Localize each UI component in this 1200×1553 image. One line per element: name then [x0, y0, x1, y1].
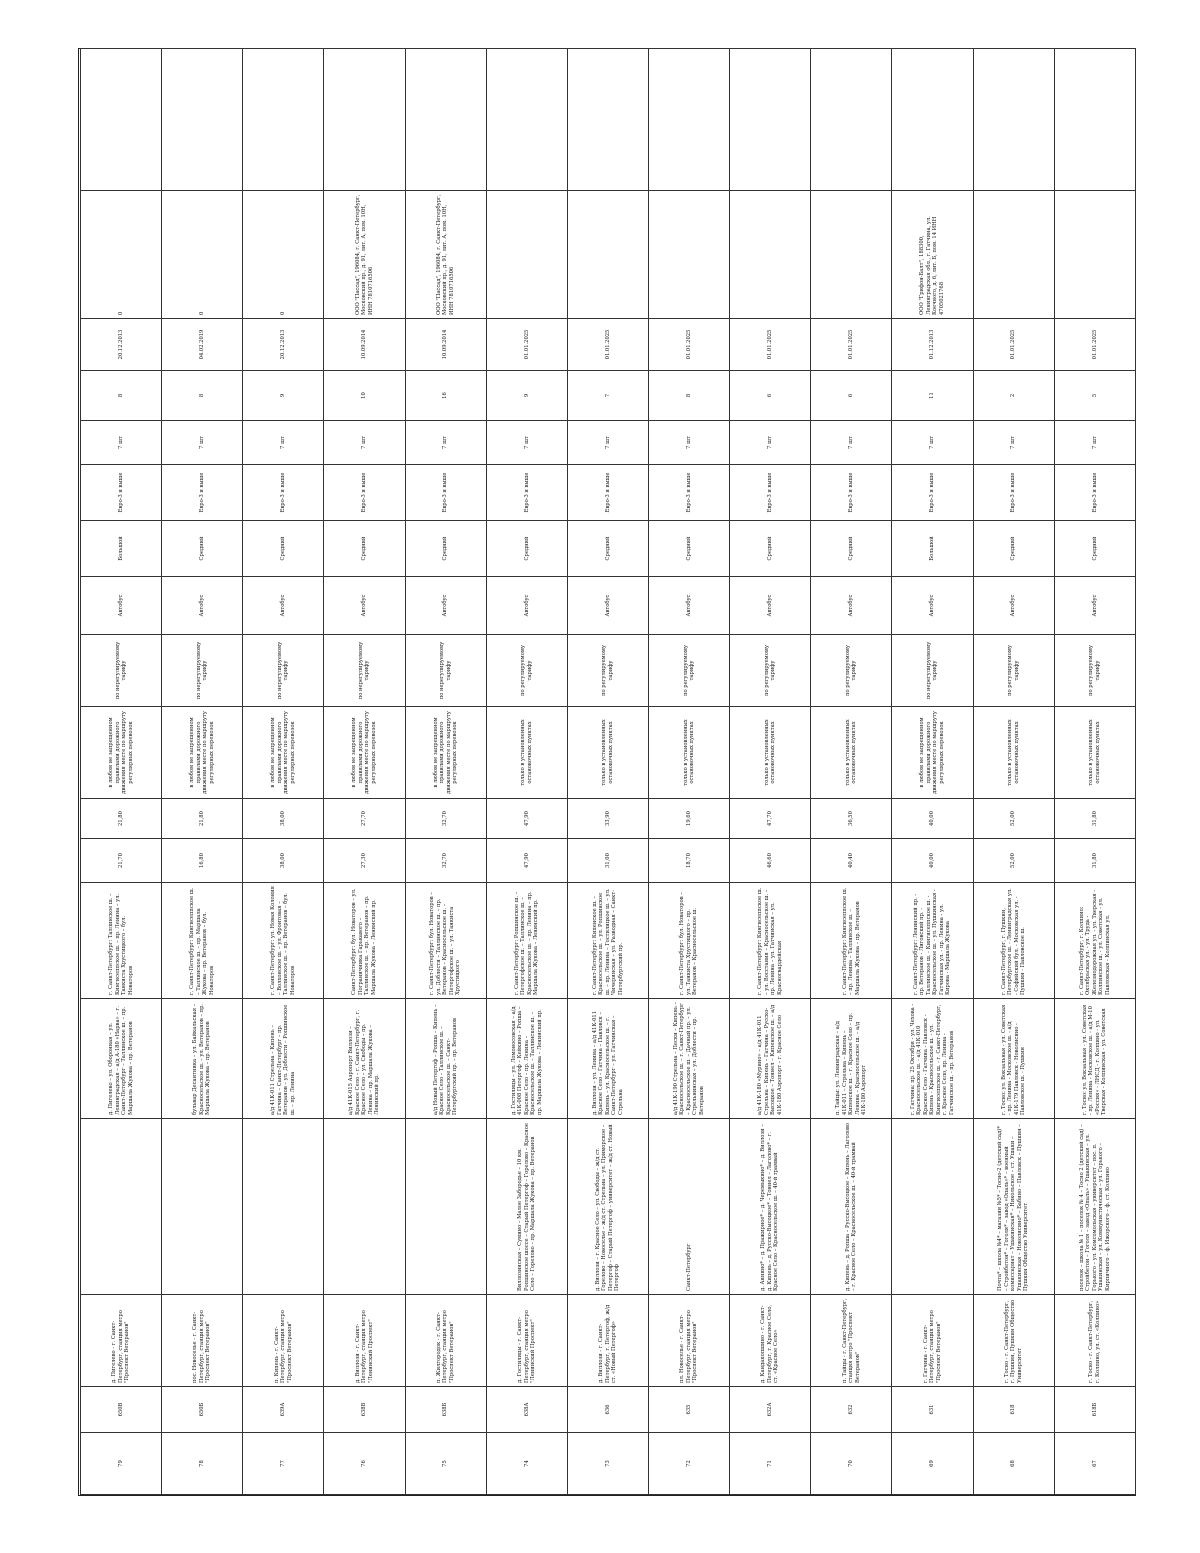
cell-n: 71: [730, 1433, 811, 1495]
cell-vtype: Автобус: [1054, 577, 1135, 635]
cell-ends: г. Тосно - г. Санкт-Петербург, г. Пушкин, Пушкин Общество Университет: [973, 1295, 1054, 1387]
cell-vtype: Автобус: [243, 577, 324, 635]
cell-n: 76: [324, 1433, 405, 1495]
cell-route: 632А: [730, 1387, 811, 1433]
cell-streets2: г. Санкт-Петербург: Кингисеппское ш. – Таллинское ш. – пр. Маршала Жукова – пр. Ветеранов – бул. Новаторов: [162, 883, 243, 999]
cell-streets1: г. Тосно: ул. Вокзальная - ул. Советская - пр. Ленина - Московское ш. - а/д М-10 «Россия» - ЛНСД - г. Колпино - ул. Тверская - Колпинская - ул. Советская: [1054, 999, 1135, 1119]
cell-eco: Евро-3 и выше: [567, 465, 648, 521]
cell-date: 01.01.2025: [486, 319, 567, 371]
cell-fare: по регулируемому тарифу: [567, 635, 648, 707]
cell-streets1: а/д Новый Петергоф – Ропша – Кипень – Красное Село – Таллинское ш. – Красносельское ш. – Санкт-Петербургский пр. – пр. Ветеранов: [405, 999, 486, 1119]
cell-vtype: Автобус: [811, 577, 892, 635]
cell-fare: по регулируемому тарифу: [811, 635, 892, 707]
cell-eco: Евро-3 и выше: [811, 465, 892, 521]
cell-vclass: Средний: [1054, 521, 1135, 577]
cell-eco: Евро-3 и выше: [81, 465, 162, 521]
cell-date: 20.12.2013: [243, 319, 324, 371]
cell-streets1: д. Виллози – ул. Ленина – а/д 41К-011 Красное Село – Гатчина – Павловск – Кипень – ул. Красносельское ш. – г. Санкт-Петербург – ул. Гатчинская – Стрельна: [567, 999, 648, 1119]
cell-len1: 27,30: [324, 839, 405, 883]
cell-ends: п. Кипень - г. Санкт-Петербург, станция метро "Проспект Ветеранов": [243, 1295, 324, 1387]
cell-date: 10.09.2014: [405, 319, 486, 371]
cell-route: 618: [973, 1387, 1054, 1433]
cell-len1: 18,70: [648, 839, 729, 883]
cell-streets2: г. Санкт-Петербург: ул. Новая Колония – Волхонское ш. – ул. Фронтовая – Таллинское ш. – пр. Ветеранов – бул. Новаторов: [243, 883, 324, 999]
cell-qty: 7 шт: [973, 421, 1054, 465]
route-registry-table: [80, 48, 1136, 1495]
cell-stops: д. Кипень – д. Ропша – Русско-Высоцкое – Кипень – Лаголово – г. Красное Село – Красносельское ш. – 40-й трамвай: [811, 1119, 892, 1295]
cell-stopping: только в установленных остановочных пунктах: [1054, 707, 1135, 799]
cell-date: 10.09.2014: [324, 319, 405, 371]
cell-len2: 19,60: [648, 799, 729, 839]
cell-streets2: г. Санкт-Петербург: Кипенское ш. – Красносельское ш. – ул. Ропшинское ш. – пр. Ленина – Гостилицкое ш. – ул. Чичеринская – ул. Разводная – Санкт-Петербургский пр.: [567, 883, 648, 999]
cell-stopping: в любом не запрещенном правилами дорожного движения месте по маршруту регулярных перевозок: [405, 707, 486, 799]
cell-notes: [1054, 49, 1135, 191]
cell-qty: 7 шт: [567, 421, 648, 465]
table-row: [324, 49, 405, 1495]
cell-date: 01.12.2013: [892, 319, 973, 371]
cell-vclass: Большой: [892, 521, 973, 577]
cell-stops: [405, 1119, 486, 1295]
cell-vclass: Большой: [81, 521, 162, 577]
cell-stops: [162, 1119, 243, 1295]
cell-len1: 40,00: [892, 839, 973, 883]
cell-notes: [973, 49, 1054, 191]
cell-fare: по нерегулируемому тарифу: [81, 635, 162, 707]
cell-n: 74: [486, 1433, 567, 1495]
cell-notes: [567, 49, 648, 191]
cell-stopping: только в установленных остановочных пунктах: [648, 707, 729, 799]
cell-len1: 40,40: [811, 839, 892, 883]
cell-eco: Евро-3 и выше: [324, 465, 405, 521]
cell-eco: Евро-3 и выше: [1054, 465, 1135, 521]
cell-stopping: в любом не запрещенном правилами дорожного движения месте по маршруту регулярных перевозок: [324, 707, 405, 799]
cell-vclass: Средний: [811, 521, 892, 577]
cell-stops: поселок – школа № 1 – поселок № 4 – Тосно 2 (детский сад) – Стройбетон – Гоголя – завод «Опаль» – Ушакинская – ул. Горького – ул. Комсомольская – университет – пос. п. Ушакинская – ул. Коммунистическая – ул. Горького – Кирпичного – ф. Ижорского – ф. ст. Колпино: [1054, 1119, 1135, 1295]
table-body: [81, 49, 1136, 1495]
cell-period: 8: [81, 371, 162, 421]
cell-date: 01.01.2025: [567, 319, 648, 371]
cell-streets2: г. Санкт-Петербург: Ропшинское ш. – Петергофское ш. – Таллинское ш. – Красносельское ш. – пр. Ленина – пр. Маршала Жукова – Ленинский пр.: [486, 883, 567, 999]
cell-streets1: д. Гостилицы – ул. Ломоносовская – а/д 41К-008 Петергоф – Кейкино – Ропша – Красное Село – пр. Ленина – Красносельское ш. – Таллинское ш. – пр. Маршала Жукова – Ленинский пр.: [486, 999, 567, 1119]
cell-qty: 7 шт: [243, 421, 324, 465]
cell-route: 638В: [324, 1387, 405, 1433]
cell-n: 79: [81, 1433, 162, 1495]
cell-notes: [243, 49, 324, 191]
cell-carrier: ООО "Пассад", 196084, г. Санкт-Петербург, Московский пр., д. 91, лит. А, пом. 10Н, ИНН 7810716506: [405, 191, 486, 319]
cell-notes: [486, 49, 567, 191]
cell-n: 70: [811, 1433, 892, 1495]
table-row: [811, 49, 892, 1495]
cell-vclass: Средний: [162, 521, 243, 577]
cell-date: 01.01.2025: [973, 319, 1054, 371]
cell-len1: 31,00: [567, 839, 648, 883]
cell-streets1: д. Пигелево – ул. Оборонная – ул. Ленинградская – а/д А-180 «Нарва» – г. Санкт-Петербург – Таллинское ш. – пр. Маршала Жукова – пр. Ветеранов: [81, 999, 162, 1119]
cell-carrier: [567, 191, 648, 319]
cell-qty: 7 шт: [648, 421, 729, 465]
cell-len1: 47,90: [486, 839, 567, 883]
cell-fare: по нерегулируемому тарифу: [892, 635, 973, 707]
cell-period: 6: [811, 371, 892, 421]
cell-len2: 52,00: [973, 799, 1054, 839]
cell-period: 6: [730, 371, 811, 421]
cell-ends: д. Виллози - г. Санкт-Петербург, станция метро "Ленинский Проспект": [324, 1295, 405, 1387]
table-row: [1054, 49, 1135, 1495]
cell-notes: [648, 49, 729, 191]
cell-streets2: г. Санкт-Петербург: Кингисеппское ш. – ул. Восстания – Красносельское ш. – пр. Ленина – ул. Гатчинская – ул. Красногвардейская: [730, 883, 811, 999]
cell-vtype: Автобус: [567, 577, 648, 635]
cell-period: 8: [162, 371, 243, 421]
cell-carrier: 0: [162, 191, 243, 319]
cell-streets1: а/д 41К-015 Аэропорт Виллози – Красное Село – г. Санкт-Петербург, г. Красное Село – ул. Свободы – пр. Ленина – пр. Маршала Жукова – Ленинский пр.: [324, 999, 405, 1119]
cell-streets2: г. Санкт-Петербург: Ленинский пр. - пр. Ветеранов - Лиговский пр. - Таллинское ш. - Кингисеппское ш. - Красносельское ш. - ул. Пушкинская - Гатчинская ул. - пр. Ленина - ул. Кирова - Маршала Жукова: [892, 883, 973, 999]
cell-ends: пос. Новоселье - г. Санкт-Петербург, станция метро "Проспект Ветеранов": [162, 1295, 243, 1387]
cell-vtype: Автобус: [730, 577, 811, 635]
cell-eco: Евро-3 и выше: [973, 465, 1054, 521]
cell-stopping: в любом не запрещенном правилами дорожного движения месте по маршруту регулярных перевозок: [243, 707, 324, 799]
cell-ends: д. Виллози - г. Санкт-Петербург, г. Петергоф, ж/д ст. «Новый Петергоф»: [567, 1295, 648, 1387]
cell-stopping: только в установленных остановочных пунктах: [973, 707, 1054, 799]
cell-qty: 7 шт: [486, 421, 567, 465]
cell-len2: 21,80: [81, 799, 162, 839]
cell-stopping: только в установленных остановочных пунктах: [486, 707, 567, 799]
cell-len1: 46,60: [730, 839, 811, 883]
cell-carrier: [973, 191, 1054, 319]
cell-vtype: Автобус: [324, 577, 405, 635]
cell-period: 16: [405, 371, 486, 421]
cell-vtype: Автобус: [81, 577, 162, 635]
cell-vtype: Автобус: [973, 577, 1054, 635]
cell-len2: 33,90: [567, 799, 648, 839]
cell-stops: Почта* – школа №4* – магазин №5* – Тосно-2 (детский сад)* – Стройбетон* – Гоголя* – завод «Опаль»* – военный комиссариат – Ушакинская* – Никольское – ст. Ушаки – Ушакинская – Новолисино* – Бабино – Павловск – Пушкин – Пушкин Общество Университет: [973, 1119, 1054, 1295]
cell-ends: пл. Новоселье - г. Санкт-Петербург, станция метро "Проспект Ветеранов": [648, 1295, 729, 1387]
cell-n: 68: [973, 1433, 1054, 1495]
cell-route: 638Б: [405, 1387, 486, 1433]
cell-stopping: только в установленных остановочных пунктах: [811, 707, 892, 799]
cell-len1: 32,70: [405, 839, 486, 883]
cell-date: 20.12.2013: [81, 319, 162, 371]
cell-carrier: [730, 191, 811, 319]
table-row: [567, 49, 648, 1495]
cell-len1: 52,00: [973, 839, 1054, 883]
cell-date: 01.01.2025: [1054, 319, 1135, 371]
table-row: [730, 49, 811, 1495]
cell-len1: 16,80: [162, 839, 243, 883]
cell-qty: 7 шт: [892, 421, 973, 465]
cell-streets1: а/д 41К-011 Стрельна – Кипень – Гатчина – Санкт-Петербург – пр. Ветеранов – ул. Доблести – Ропшинское ш. – пр. Ленина: [243, 999, 324, 1119]
cell-stops: д. Виллози – г. Красное Село – ул. Свободы – ж/д ст. Горелово – Новоселье – ж/д ст. Стрельна – ул. Приморское – Петергоф – Старый Петергоф – университет – ж/д ст. Новый Петергоф: [567, 1119, 648, 1295]
cell-n: 78: [162, 1433, 243, 1495]
table-row: [973, 49, 1054, 1495]
table-row: [892, 49, 973, 1495]
cell-eco: Евро-3 и выше: [892, 465, 973, 521]
cell-len2: 47,70: [730, 799, 811, 839]
cell-vtype: Автобус: [405, 577, 486, 635]
cell-ends: п. Жилгородок - г. Санкт-Петербург, станция метро "Проспект Ветеранов": [405, 1295, 486, 1387]
cell-period: 10: [324, 371, 405, 421]
cell-route: 650В: [81, 1387, 162, 1433]
cell-stopping: в любом не запрещенном правилами дорожного движения месте по маршруту регулярных перевозок: [162, 707, 243, 799]
cell-len2: 40,00: [892, 799, 973, 839]
cell-route: 635: [648, 1387, 729, 1433]
table-row: [648, 49, 729, 1495]
cell-stopping: только в установленных остановочных пунктах: [730, 707, 811, 799]
cell-stops: Санкт-Петербург: [648, 1119, 729, 1295]
cell-n: 77: [243, 1433, 324, 1495]
cell-streets2: г. Санкт-Петербург: бул. Новаторов – ул. Танкиста Хрустицкого – пр. Ветеранов – Красносельское ш.: [648, 883, 729, 999]
table-row: [81, 49, 162, 1495]
cell-fare: по нерегулируемому тарифу: [162, 635, 243, 707]
cell-len1: 21,70: [81, 839, 162, 883]
cell-fare: по регулируемому тарифу: [486, 635, 567, 707]
cell-streets1: г. Гатчина: пр. 25 Октября - ул. Чехова - Красносельское ш. - а/д 41К-010 Красное Село - Гатчина - Павловск - Кипень - Красносельское ш. - ул. Кингисеппское ш. - г. Санкт-Петербург, г. Красное Село, пр. Ленина - Гатчинское ш. - пр. Ветеранов: [892, 999, 973, 1119]
cell-date: 01.01.2025: [730, 319, 811, 371]
cell-notes: [892, 49, 973, 191]
cell-stopping: в любом не запрещенном правилами дорожного движения месте по маршруту регулярных перевозок: [81, 707, 162, 799]
cell-ends: г. Гатчина - г. Санкт-Петербург, станция метро "Проспект Ветеранов": [892, 1295, 973, 1387]
cell-fare: по нерегулируемому тарифу: [324, 635, 405, 707]
cell-vclass: Средний: [730, 521, 811, 577]
cell-qty: 7 шт: [81, 421, 162, 465]
cell-fare: по нерегулируемому тарифу: [243, 635, 324, 707]
cell-route: 650Б: [162, 1387, 243, 1433]
cell-streets1: г. Тосно: ул. Вокзальная - ул. Советская - пр. Ленина - Московское ш. - а/д 41К-179 Павловск - Новолисино - Павловское ш. - Пушкин: [973, 999, 1054, 1119]
cell-ends: д. Пигелево - г. Санкт-Петербург, станция метро "Проспект Ветеранов": [81, 1295, 162, 1387]
cell-eco: Евро-3 и выше: [162, 465, 243, 521]
cell-vtype: Автобус: [892, 577, 973, 635]
cell-notes: [811, 49, 892, 191]
cell-route: 618Б: [1054, 1387, 1135, 1433]
cell-len2: 38,00: [243, 799, 324, 839]
cell-streets2: г. Санкт-Петербург: Таллинское ш. – Кингисеппское ш. – пр. Ленина – ул. Танкиста Хрустицкого – бул. Новаторов: [81, 883, 162, 999]
cell-len1: 38,00: [243, 839, 324, 883]
cell-vclass: Средний: [405, 521, 486, 577]
cell-len2: 27,70: [324, 799, 405, 839]
cell-route: 631: [892, 1387, 973, 1433]
cell-stopping: в любом не запрещенном правилами дорожного движения месте по маршруту регулярных перевозок: [892, 707, 973, 799]
cell-stopping: только в установленных остановочных пунктах: [567, 707, 648, 799]
cell-streets2: г. Санкт-Петербург: бул. Новаторов – ул. Доблести – Таллинское ш. – пр. Ветеранов – Красносельское ш. – Петергофское ш. – ул. Танкиста Хрустицкого: [405, 883, 486, 999]
cell-fare: по регулируемому тарифу: [648, 635, 729, 707]
cell-eco: Евро-3 и выше: [405, 465, 486, 521]
cell-vtype: Автобус: [648, 577, 729, 635]
cell-len2: 36,50: [811, 799, 892, 839]
cell-route: 636: [567, 1387, 648, 1433]
cell-carrier: ООО "Пассад", 196084, г. Санкт-Петербург, Московский пр., д. 91, лит. А, пом. 10Н, ИНН 7810716506: [324, 191, 405, 319]
cell-stops: [892, 1119, 973, 1295]
cell-carrier: [486, 191, 567, 319]
cell-vclass: Средний: [973, 521, 1054, 577]
cell-streets2: г. Санкт-Петербург, г. Пушкин, Петербургское ш. - Ленинградская ул. - Софийский бул. - Московская ул. - Пушкин - Павловское ш.: [973, 883, 1054, 999]
cell-date: 01.01.2025: [648, 319, 729, 371]
cell-route: 638А: [486, 1387, 567, 1433]
cell-streets1: бульвар Десантника – ул. Байкальская – Красносельское ш. – ул. Ветеранов – пр. Маршала Жукова – пр. Ветеранов: [162, 999, 243, 1119]
cell-fare: по регулируемому тарифу: [730, 635, 811, 707]
cell-streets2: г. Санкт-Петербург: Кингисеппское ш. – пр. Ленина – Таллинское ш. – Маршала Жукова – пр. Ветеранов: [811, 883, 892, 999]
cell-eco: Евро-3 и выше: [243, 465, 324, 521]
cell-ends: п. Тайцы - г. Санкт-Петербург, станция метро "Проспект Ветеранов": [811, 1295, 892, 1387]
cell-streets1: а/д 41К-190 Стрельна – Пески – Кипень – Красносельское ш. – г. Санкт-Петербург – Красносельское ш. – Дачный пр. – ул. Стрельнинская – ул. Доблести – пр. Ветеранов: [648, 999, 729, 1119]
cell-n: 72: [648, 1433, 729, 1495]
table-row: [486, 49, 567, 1495]
cell-streets2: г. Санкт-Петербург, г. Колпино: Октябрьская ул. - ул. Труда - Железнодорожная ул. - ул. Тверская - Колпинское ш. - ул. Советская - ул. Павловская - Колпинская ул.: [1054, 883, 1135, 999]
cell-stops: [81, 1119, 162, 1295]
cell-ends: д. Гостилицы - г. Санкт-Петербург, станция метро "Ленинский Проспект": [486, 1295, 567, 1387]
cell-period: 9: [486, 371, 567, 421]
cell-ends: г. Тосно - г. Санкт-Петербург, г. Колпино, ул. ст. «Колпино»: [1054, 1295, 1135, 1387]
cell-notes: [81, 49, 162, 191]
cell-vclass: Средний: [324, 521, 405, 577]
cell-len2: 47,90: [486, 799, 567, 839]
table-row: [162, 49, 243, 1495]
cell-stops: Виллозинская – Сумино – Малое Забородье – 10 км. Ропшинское шоссе – Старый Петергоф – Горелово – Красное Село – Горелово – пр. Маршала Жукова – пр. Ветеранов: [486, 1119, 567, 1295]
cell-n: 69: [892, 1433, 973, 1495]
cell-streets1: а/д 41К-180 «Мурино» – а/д 41К-011 Стрельна – Кипень – Гатчина – Русско-Высоцкое – Тоннел – Кипенское ш. – а/д 41К-180 Аэропорт – г. Красное Село: [730, 999, 811, 1119]
cell-len2: 32,70: [405, 799, 486, 839]
cell-route: 639А: [243, 1387, 324, 1433]
cell-streets2: Санкт-Петербург: бул. Новаторов – ул. Пограничника Гарькавого – Таллинское ш. – пр. Ветеранов – пр. Маршала Жукова – Ленинский пр.: [324, 883, 405, 999]
cell-vclass: Средний: [486, 521, 567, 577]
cell-notes: [405, 49, 486, 191]
cell-stops: д. Аннино* – д. Пражирное* – д. Черемыкино* – д. Виллози – д. Кипень – д. Русско-Высоцкое* – Тоннел – Лаголово* – г. Красное Село – Красносельское ш. – 40-й трамвай: [730, 1119, 811, 1295]
cell-period: 2: [973, 371, 1054, 421]
cell-n: 75: [405, 1433, 486, 1495]
cell-qty: 7 шт: [162, 421, 243, 465]
cell-date: 04.02.2019: [162, 319, 243, 371]
cell-notes: [730, 49, 811, 191]
cell-n: 67: [1054, 1433, 1135, 1495]
cell-ends: д. Кандакопшино - г. Санкт-Петербург, г. Красное Село, ст. «Красное Село»: [730, 1295, 811, 1387]
cell-period: 9: [243, 371, 324, 421]
cell-eco: Евро-3 и выше: [730, 465, 811, 521]
cell-qty: 7 шт: [811, 421, 892, 465]
cell-notes: [324, 49, 405, 191]
cell-vclass: Средний: [567, 521, 648, 577]
rotated-route-table: [80, 49, 1136, 1495]
cell-carrier: 0: [81, 191, 162, 319]
cell-len2: 31,80: [1054, 799, 1135, 839]
cell-fare: по нерегулируемому тарифу: [405, 635, 486, 707]
cell-len2: 21,80: [162, 799, 243, 839]
cell-streets1: п. Тайцы: ул. Ленинградская – а/д 41К-011 – Стрельна – Кипень – Кипенское ш. – г. Красное Село – пр. Ленина – Красносельское ш. – а/д 41К-180 Аэропорт: [811, 999, 892, 1119]
cell-qty: 7 шт: [324, 421, 405, 465]
cell-vtype: Автобус: [162, 577, 243, 635]
cell-qty: 7 шт: [730, 421, 811, 465]
table-row: [405, 49, 486, 1495]
cell-vtype: Автобус: [486, 577, 567, 635]
cell-carrier: ООО "Грифон-Балт", 188300, Ленинградская обл., г. Гатчина, ул. Коечного, д. 6, лит. Б, пом. 14 ИНН 4705021768: [892, 191, 973, 319]
cell-qty: 7 шт: [1054, 421, 1135, 465]
table-row: [243, 49, 324, 1495]
cell-period: 5: [1054, 371, 1135, 421]
cell-period: 8: [648, 371, 729, 421]
cell-qty: 7 шт: [405, 421, 486, 465]
cell-notes: [162, 49, 243, 191]
cell-route: 632: [811, 1387, 892, 1433]
cell-date: 01.01.2025: [811, 319, 892, 371]
cell-carrier: [811, 191, 892, 319]
cell-fare: по регулируемому тарифу: [1054, 635, 1135, 707]
cell-eco: Евро-3 и выше: [486, 465, 567, 521]
cell-n: 73: [567, 1433, 648, 1495]
cell-carrier: [1054, 191, 1135, 319]
cell-vclass: Средний: [243, 521, 324, 577]
cell-carrier: [648, 191, 729, 319]
cell-len1: 31,80: [1054, 839, 1135, 883]
cell-stops: [324, 1119, 405, 1295]
cell-period: 11: [892, 371, 973, 421]
cell-eco: Евро-3 и выше: [648, 465, 729, 521]
cell-carrier: 0: [243, 191, 324, 319]
cell-fare: по регулируемому тарифу: [973, 635, 1054, 707]
cell-stops: [243, 1119, 324, 1295]
cell-period: 7: [567, 371, 648, 421]
cell-vclass: Средний: [648, 521, 729, 577]
